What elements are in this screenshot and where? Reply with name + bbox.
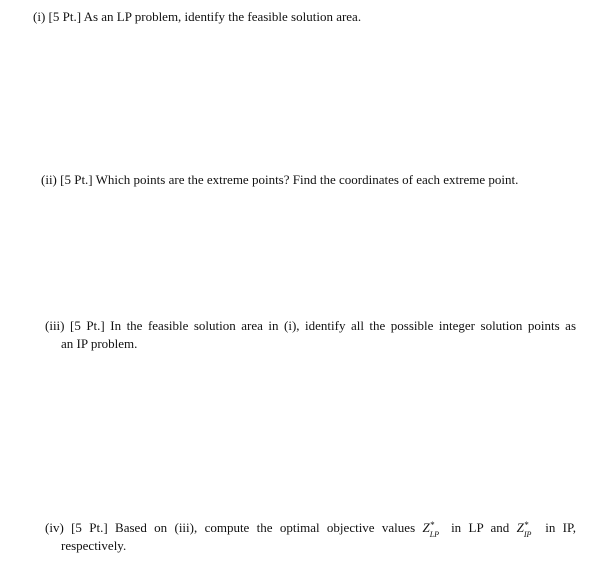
question-ii-label: (ii) [5 Pt.] — [41, 172, 93, 187]
question-iv-line-2: respectively. — [61, 538, 127, 553]
question-ii-text: Which points are the extreme points? Find the coordinates of each extreme point. — [95, 172, 519, 187]
z-ip-star: * — [523, 520, 529, 530]
question-iii-line-2: an IP problem. — [61, 336, 138, 351]
z-lp-symbol: Z * LP — [422, 520, 443, 535]
question-i-label: (i) [5 Pt.] — [33, 9, 82, 24]
question-iv-text-1: Based on (iii), compute the optimal objective values — [115, 520, 416, 535]
question-ii — [41, 171, 581, 189]
question-iii — [45, 317, 576, 353]
question-iv-line-1 — [45, 519, 576, 537]
z-ip-subscript: IP — [523, 530, 532, 539]
question-iv-label: (iv) [5 Pt.] — [45, 520, 108, 535]
question-iii-text-1: In the feasible solution area in (i), identify all the possible integer solution points as — [110, 318, 577, 333]
question-iii-label: (iii) [5 Pt.] — [45, 318, 105, 333]
z-lp-star: * — [429, 520, 435, 530]
question-iv-in-ip: in IP, — [545, 520, 577, 535]
question-iii-line-1 — [45, 317, 576, 335]
question-iv-in-lp: in LP and — [451, 520, 510, 535]
question-iv — [45, 519, 576, 555]
question-i — [33, 8, 573, 26]
z-lp-subscript: LP — [429, 530, 440, 539]
z-ip-symbol: Z * IP — [517, 520, 538, 535]
question-i-text: As an LP problem, identify the feasible solution area. — [83, 9, 362, 24]
